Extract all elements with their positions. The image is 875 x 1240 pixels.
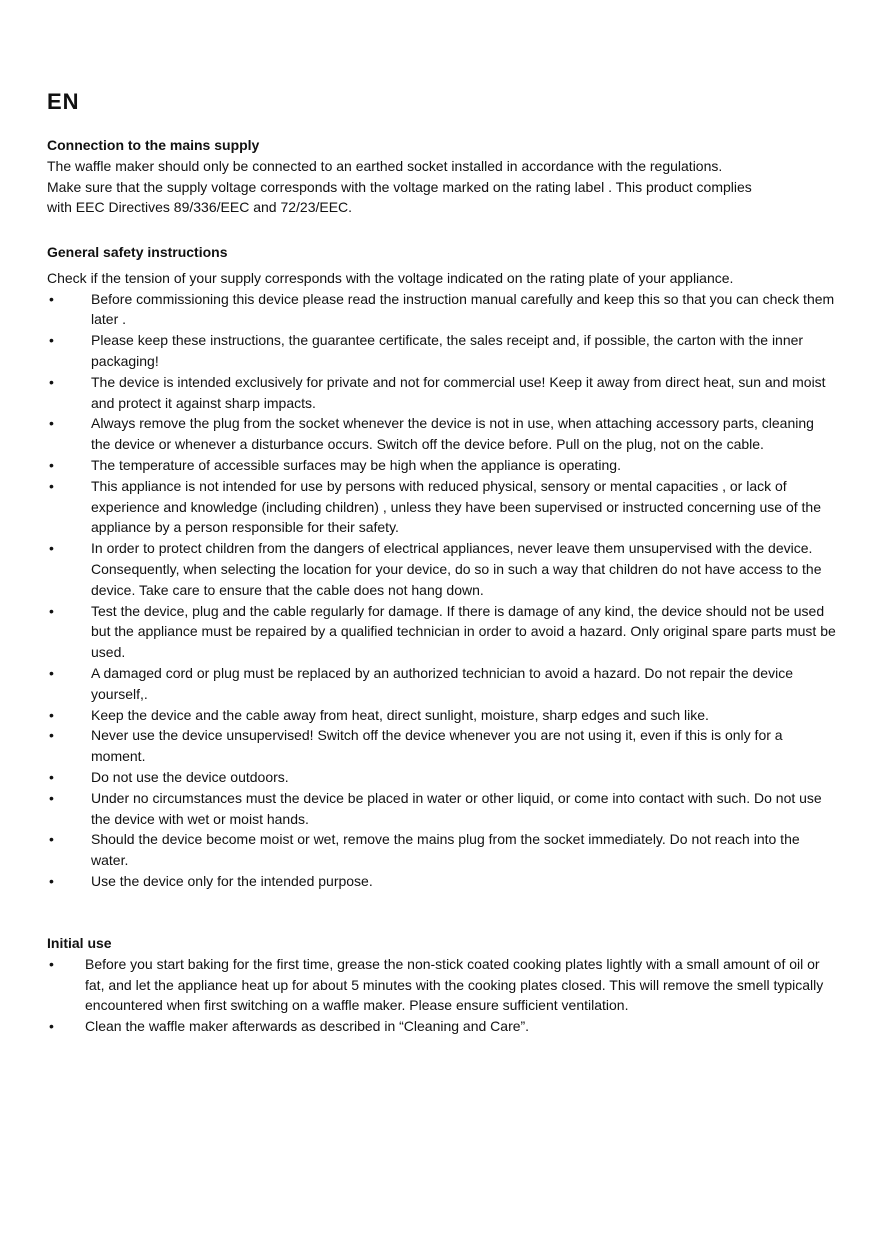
bullet-icon: •: [49, 373, 54, 390]
list-item: [47, 829, 837, 871]
list-item: [47, 289, 837, 331]
connection-line: Make sure that the supply voltage corresponds with the voltage marked on the rating label . This product complies: [47, 178, 752, 195]
list-item-text: In order to protect children from the dangers of electrical appliances, never leave them unsupervised with the device. Consequently, when selecting the location for your device, do so in such a way that children do not have access to the device. Take care to ensure that the cable does not hang down.: [91, 540, 822, 598]
list-item-text: Before commissioning this device please read the instruction manual carefully and keep this so that you can check them later .: [91, 290, 835, 328]
bullet-icon: •: [49, 540, 54, 557]
list-item: [47, 788, 837, 830]
list-item-text: Use the device only for the intended purpose.: [91, 872, 373, 889]
list-item: [47, 725, 837, 767]
bullet-icon: •: [49, 415, 54, 432]
bullet-icon: •: [49, 768, 54, 785]
safety-title: General safety instructions: [47, 244, 228, 260]
list-item-text: Keep the device and the cable away from heat, direct sunlight, moisture, sharp edges and such like.: [91, 706, 709, 723]
list-item: [47, 413, 837, 455]
list-item-text: Do not use the device outdoors.: [91, 768, 289, 785]
bullet-icon: •: [49, 602, 54, 619]
bullet-icon: •: [49, 831, 54, 848]
safety-list: [47, 289, 837, 892]
bullet-icon: •: [49, 290, 54, 307]
initial-use-title: Initial use: [47, 935, 112, 951]
list-item: [47, 954, 837, 1016]
bullet-icon: •: [49, 706, 54, 723]
bullet-icon: •: [49, 872, 54, 889]
list-item: [47, 455, 837, 476]
connection-line: The waffle maker should only be connected to an earthed socket installed in accordance with the regulations.: [47, 157, 723, 174]
bullet-icon: •: [49, 332, 54, 349]
list-item: [47, 538, 837, 600]
list-item-text: The device is intended exclusively for private and not for commercial use! Keep it away from direct heat, sun and moist and protect it against sharp impacts.: [91, 373, 826, 411]
connection-title: Connection to the mains supply: [47, 137, 260, 153]
initial-use-list: [47, 954, 837, 1037]
list-item: [47, 476, 837, 538]
bullet-icon: •: [49, 477, 54, 494]
list-item-text: Under no circumstances must the device be placed in water or other liquid, or come into contact with such. Do not use the device with wet or moist hands.: [91, 789, 822, 827]
initial-use-section: [47, 933, 837, 1037]
list-item-text: Please keep these instructions, the guarantee certificate, the sales receipt and, if possible, the carton with the inner packaging!: [91, 332, 804, 369]
bullet-icon: •: [49, 727, 54, 744]
list-item: [47, 372, 837, 414]
list-item: [47, 767, 837, 788]
language-heading: EN: [47, 89, 80, 114]
list-item: [47, 601, 837, 663]
list-item-text: Clean the waffle maker afterwards as described in “Cleaning and Care”.: [85, 1018, 530, 1035]
list-item-text: Should the device become moist or wet, remove the mains plug from the socket immediately. Do not reach into the water.: [91, 831, 800, 869]
list-item-text: Always remove the plug from the socket whenever the device is not in use, when attaching accessory parts, cleaning the device or whenever a disturbance occurs. Switch off the device before. Pull on the plug, not on the cable.: [91, 415, 814, 453]
list-item-text: Never use the device unsupervised! Switch off the device whenever you are not using it, even if this is only for a moment.: [91, 727, 783, 765]
list-item: [47, 871, 837, 892]
bullet-icon: •: [49, 1018, 54, 1035]
connection-section: [47, 135, 837, 218]
safety-section: [47, 242, 837, 892]
bullet-icon: •: [49, 955, 54, 972]
list-item-text: The temperature of accessible surfaces may be high when the appliance is operating.: [91, 456, 621, 473]
connection-line: with EEC Directives 89/336/EEC and 72/23/EEC.: [47, 199, 353, 216]
list-item-text: A damaged cord or plug must be replaced by an authorized technician to avoid a hazard. Do not repair the device yourself,.: [91, 664, 793, 702]
bullet-icon: •: [49, 664, 54, 681]
bullet-icon: •: [49, 789, 54, 806]
list-item-text: Test the device, plug and the cable regularly for damage. If there is damage of any kind, the device should not be used but the appliance must be repaired by a qualified technician in order to avoid a hazard. Only original spare parts must be used.: [91, 602, 836, 661]
list-item: [47, 663, 837, 705]
list-item: [47, 330, 837, 372]
bullet-icon: •: [49, 456, 54, 473]
list-item: [47, 1016, 837, 1037]
list-item: [47, 705, 837, 726]
list-item-text: Before you start baking for the first time, grease the non-stick coated cooking plates lightly with a small amount of oil or fat, and let the appliance heat up for about 5 minutes with the cooking plates closed. This will remove the smell typically encountered when first switching on a waffle maker. Please ensure sufficient ventilation.: [85, 955, 824, 1014]
safety-intro: Check if the tension of your supply corresponds with the voltage indicated on the rating plate of your appliance.: [47, 269, 734, 286]
list-item-text: This appliance is not intended for use by persons with reduced physical, sensory or mental capacities , or lack of experience and knowledge (including children) , unless they have been supervised or instructed concerning use of the appliance by a person responsible for their safety.: [91, 477, 822, 536]
